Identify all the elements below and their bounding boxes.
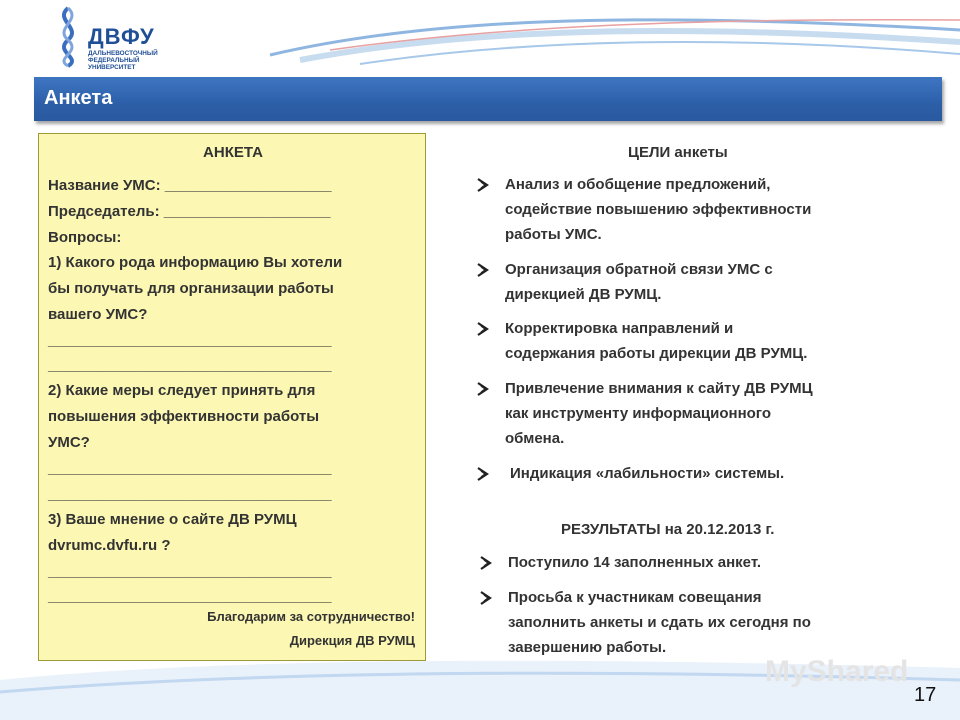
- form-line: __________________________________: [48, 588, 332, 605]
- form-line: 3) Ваше мнение о сайте ДВ РУМЦ: [48, 511, 297, 528]
- form-line: Председатель: ____________________: [48, 203, 331, 220]
- arrow-bullet-icon: [476, 465, 490, 481]
- goals-item-text: работы УМС.: [505, 226, 602, 243]
- form-line: __________________________________: [48, 486, 332, 503]
- arrow-bullet-icon: [476, 176, 490, 192]
- form-line: 1) Какого рода информацию Вы хотели: [48, 254, 343, 271]
- goals-item-text: содействие повышению эффективности: [505, 201, 812, 218]
- form-line: вашего УМС?: [48, 306, 148, 323]
- results-item-text: Поступило 14 заполненных анкет.: [508, 554, 762, 571]
- goals-item-text: Организация обратной связи УМС с: [505, 261, 773, 278]
- goals-item-text: содержания работы дирекции ДВ РУМЦ.: [505, 345, 808, 362]
- slide-title: Анкета: [44, 87, 113, 109]
- form-line: __________________________________: [48, 563, 332, 580]
- slide-title-bar: [34, 77, 942, 121]
- goals-title: ЦЕЛИ анкеты: [628, 144, 728, 161]
- results-title: РЕЗУЛЬТАТЫ на 20.12.2013 г.: [561, 521, 775, 538]
- arrow-bullet-icon: [476, 261, 490, 277]
- logo-name: ДВФУ: [88, 24, 155, 49]
- arrow-bullet-icon: [476, 380, 490, 396]
- form-line: УМС?: [48, 434, 90, 451]
- page-number: 17: [914, 684, 937, 706]
- arrow-bullet-icon: [479, 554, 493, 570]
- dna-helix-icon: [50, 6, 86, 68]
- questionnaire-form: [38, 133, 426, 661]
- form-signature: Дирекция ДВ РУМЦ: [289, 633, 415, 648]
- goals-item-text: обмена.: [505, 430, 565, 447]
- form-line: бы получать для организации работы: [48, 280, 334, 297]
- form-thanks: Благодарим за сотрудничество!: [207, 609, 415, 624]
- results-item-text: заполнить анкеты и сдать их сегодня по: [508, 614, 811, 631]
- form-line: __________________________________: [48, 332, 332, 349]
- goals-item-text: Привлечение внимания к сайту ДВ РУМЦ: [505, 380, 813, 397]
- results-item-text: завершению работы.: [508, 639, 667, 656]
- form-line: повышения эффективности работы: [48, 408, 320, 425]
- form-title: АНКЕТА: [203, 144, 263, 161]
- arrow-bullet-icon: [479, 589, 493, 605]
- university-logo: [50, 6, 170, 70]
- goals-item-text: Анализ и обобщение предложений,: [505, 176, 771, 193]
- arrow-bullet-icon: [476, 320, 490, 336]
- form-line: __________________________________: [48, 460, 332, 477]
- goals-item-text: Индикация «лабильности» системы.: [510, 465, 785, 482]
- form-line: __________________________________: [48, 357, 332, 374]
- form-line: dvrumc.dvfu.ru ?: [48, 537, 171, 554]
- form-line: Вопросы:: [48, 229, 122, 246]
- form-line: Название УМС: ____________________: [48, 177, 332, 194]
- goals-item-text: дирекцией ДВ РУМЦ.: [505, 286, 662, 303]
- form-line: 2) Какие меры следует принять для: [48, 382, 316, 399]
- goals-item-text: Корректировка направлений и: [505, 320, 734, 337]
- watermark: MyShared: [765, 655, 909, 688]
- results-item-text: Просьба к участникам совещания: [508, 589, 762, 606]
- logo-subtitle: ДАЛЬНЕВОСТОЧНЫЙ ФЕДЕРАЛЬНЫЙ УНИВЕРСИТЕТ: [88, 50, 158, 71]
- goals-item-text: как инструменту информационного: [505, 405, 772, 422]
